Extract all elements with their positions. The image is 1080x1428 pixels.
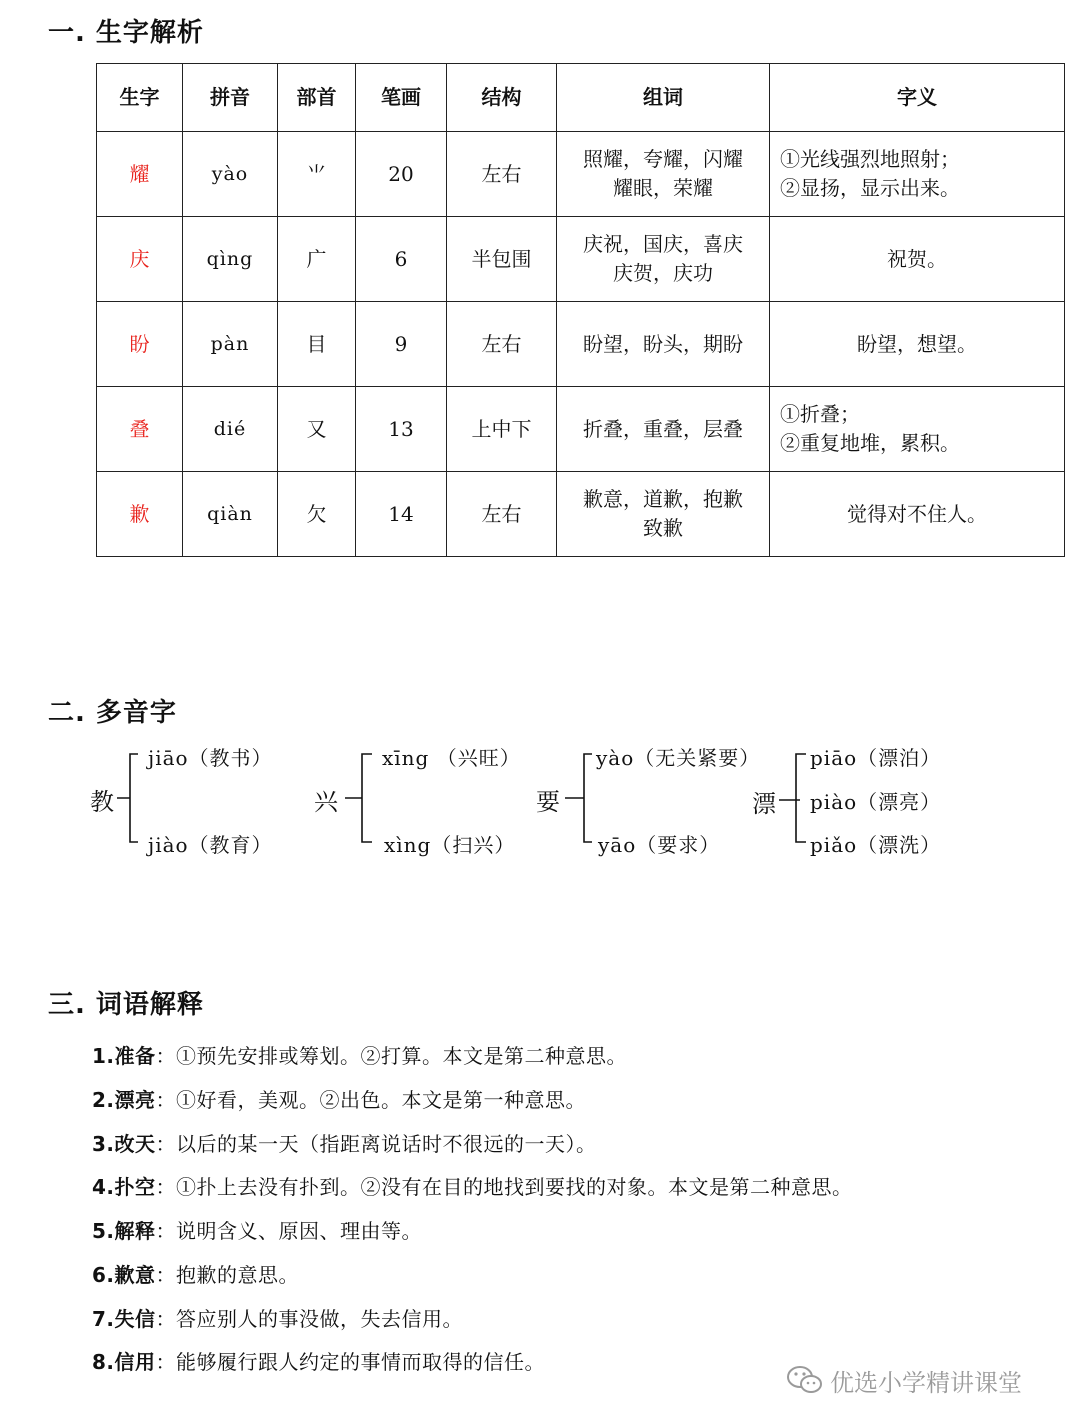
radical-cell: ⺌ (278, 132, 356, 217)
structure-cell: 左右 (447, 472, 557, 557)
structure-cell: 半包围 (447, 217, 557, 302)
words-cell (557, 132, 770, 217)
word-line: 庆贺，庆功 (613, 261, 713, 285)
vocab-term: 准备 (114, 1044, 156, 1068)
character-table (96, 63, 1065, 557)
word-line: 歉意，道歉，抱歉 (583, 487, 743, 511)
pinyin-cell: yào (183, 132, 278, 217)
meaning-line: ②重复地堆，累积。 (780, 431, 960, 455)
char-cell: 耀 (97, 132, 183, 217)
header-cell: 拼音 (183, 64, 278, 132)
reading: jiào（教育） (148, 833, 273, 857)
vocab-term: 信用 (114, 1350, 156, 1374)
header-cell: 生字 (97, 64, 183, 132)
reading: jiāo（教书） (148, 746, 273, 770)
vocab-definition: ：抱歉的意思。 (155, 1263, 300, 1287)
table-row (97, 132, 1065, 217)
structure-cell: 左右 (447, 132, 557, 217)
radical-cell: 欠 (278, 472, 356, 557)
vocab-term: 歉意 (114, 1263, 156, 1287)
vocab-item (92, 1084, 586, 1113)
vocab-definition: ：说明含义、原因、理由等。 (155, 1219, 423, 1243)
vocab-term: 漂亮 (114, 1088, 156, 1112)
pinyin-cell: qìng (183, 217, 278, 302)
pinyin-cell: dié (183, 387, 278, 472)
vocab-number: 8. (92, 1350, 115, 1374)
word-line: 致歉 (643, 516, 683, 540)
header-cell: 笔画 (356, 64, 447, 132)
radical-cell: 目 (278, 302, 356, 387)
meaning-cell (770, 217, 1065, 302)
polyphone-char: 要 (536, 788, 560, 816)
words-cell (557, 217, 770, 302)
meaning-line: ②显扬，显示出来。 (780, 176, 960, 200)
vocab-definition: ：答应别人的事没做，失去信用。 (155, 1307, 464, 1331)
vocab-number: 2. (92, 1088, 115, 1112)
polyphone-group (536, 738, 766, 858)
polyphone-char: 兴 (314, 788, 338, 816)
vocab-definition: ：以后的某一天（指距离说话时不很远的一天）。 (155, 1132, 597, 1156)
vocab-definition: ：能够履行跟人约定的事情而取得的信任。 (155, 1350, 546, 1374)
brace-icon (778, 738, 808, 858)
watermark-text: 优选小学精讲课堂 (830, 1368, 1022, 1397)
table-row (97, 472, 1065, 557)
section3-title: 三. 词语解释 (48, 990, 204, 1020)
structure-cell: 上中下 (447, 387, 557, 472)
vocab-term: 改天 (114, 1132, 156, 1156)
word-line: 照耀，夸耀，闪耀 (583, 147, 743, 171)
vocab-term: 解释 (114, 1219, 156, 1243)
vocab-definition: ：①扑上去没有扑到。②没有在目的地找到要找的对象。本文是第二种意思。 (155, 1175, 853, 1199)
reading: piào（漂亮） (810, 790, 942, 814)
vocab-item (92, 1346, 545, 1375)
meaning-cell (770, 387, 1065, 472)
vocab-item (92, 1215, 422, 1244)
meaning-line: ①光线强烈地照射； (780, 147, 960, 171)
header-cell: 部首 (278, 64, 356, 132)
vocab-number: 6. (92, 1263, 115, 1287)
vocab-item (92, 1128, 597, 1157)
header-cell: 结构 (447, 64, 557, 132)
reading: yào（无关紧要） (596, 746, 761, 770)
vocab-number: 3. (92, 1132, 115, 1156)
reading: xìng（扫兴） (384, 833, 516, 857)
words-cell (557, 302, 770, 387)
reading: yāo（要求） (598, 833, 721, 857)
vocab-item (92, 1040, 627, 1069)
meaning-line: ①折叠； (780, 402, 860, 426)
word-line: 庆祝，国庆，喜庆 (583, 232, 743, 256)
polyphone-group (90, 738, 290, 858)
word-line: 折叠，重叠，层叠 (583, 416, 743, 441)
reading: xīng （兴旺） (382, 746, 521, 770)
meaning-cell (770, 132, 1065, 217)
strokes-cell: 6 (356, 217, 447, 302)
char-cell: 叠 (97, 387, 183, 472)
polyphone-char: 教 (90, 788, 114, 816)
reading: piǎo（漂洗） (810, 833, 942, 857)
strokes-cell: 13 (356, 387, 447, 472)
vocab-item (92, 1259, 299, 1288)
table-row (97, 217, 1065, 302)
radical-cell: 又 (278, 387, 356, 472)
char-cell: 庆 (97, 217, 183, 302)
word-line: 盼望，盼头，期盼 (583, 331, 743, 356)
vocab-item (92, 1171, 853, 1200)
vocab-number: 7. (92, 1307, 115, 1331)
structure-cell: 左右 (447, 302, 557, 387)
polyphone-group (752, 738, 962, 858)
word-line: 耀眼，荣耀 (613, 176, 713, 200)
table-row (97, 387, 1065, 472)
brace-icon (344, 738, 374, 858)
brace-icon (116, 738, 140, 858)
vocab-definition: ：①好看，美观。②出色。本文是第一种意思。 (155, 1088, 587, 1112)
wechat-icon (786, 1364, 824, 1396)
vocab-item (92, 1303, 463, 1332)
vocab-term: 扑空 (114, 1175, 156, 1199)
words-cell (557, 472, 770, 557)
table-header-row (97, 64, 1065, 132)
words-cell (557, 387, 770, 472)
watermark (786, 1360, 1022, 1400)
strokes-cell: 14 (356, 472, 447, 557)
strokes-cell: 9 (356, 302, 447, 387)
strokes-cell: 20 (356, 132, 447, 217)
pinyin-cell: qiàn (183, 472, 278, 557)
meaning-cell (770, 302, 1065, 387)
meaning-line: 觉得对不住人。 (847, 501, 987, 526)
meaning-cell (770, 472, 1065, 557)
char-cell: 盼 (97, 302, 183, 387)
polyphone-group (314, 738, 534, 858)
header-cell: 组词 (557, 64, 770, 132)
vocab-number: 1. (92, 1044, 115, 1068)
reading: piāo（漂泊） (810, 746, 942, 770)
vocab-definition: ：①预先安排或筹划。②打算。本文是第二种意思。 (155, 1044, 628, 1068)
vocab-term: 失信 (114, 1307, 156, 1331)
table-row (97, 302, 1065, 387)
char-cell: 歉 (97, 472, 183, 557)
section1-title: 一. 生字解析 (48, 18, 204, 48)
header-cell: 字义 (770, 64, 1065, 132)
polyphone-char: 漂 (752, 790, 776, 818)
section2-title: 二. 多音字 (48, 698, 177, 728)
meaning-line: 盼望，想望。 (857, 331, 977, 356)
vocab-number: 4. (92, 1175, 115, 1199)
vocab-number: 5. (92, 1219, 115, 1243)
meaning-line: 祝贺。 (887, 246, 947, 271)
pinyin-cell: pàn (183, 302, 278, 387)
brace-icon (564, 738, 594, 858)
radical-cell: 广 (278, 217, 356, 302)
